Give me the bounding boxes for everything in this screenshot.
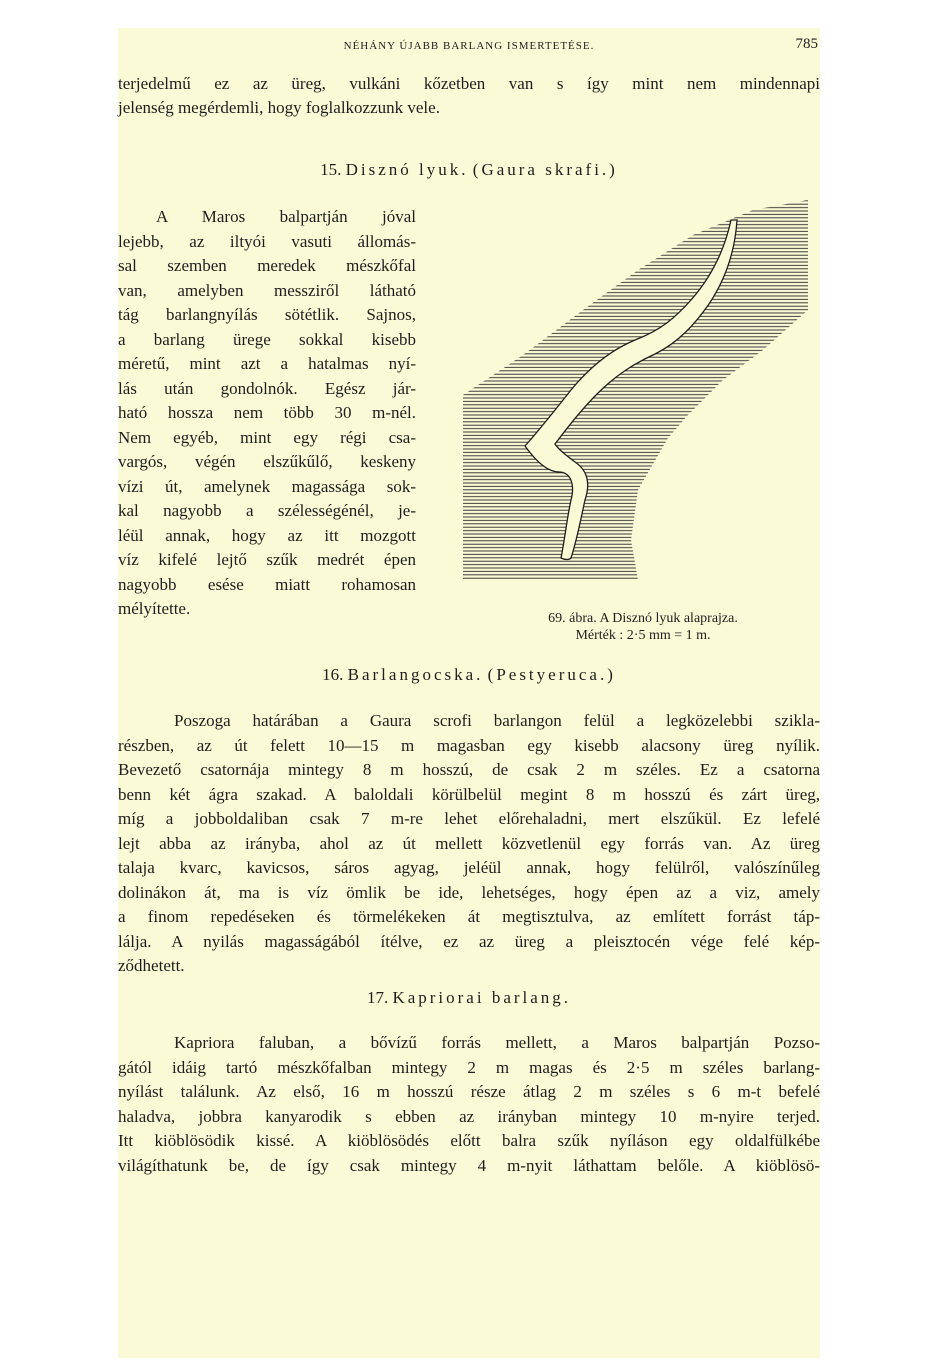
section-17-title: Kapriorai barlang. bbox=[392, 988, 572, 1007]
s15-line: méretű, mint azt a hatalmas nyí- bbox=[118, 354, 416, 373]
section-16-alt-name: (Pestyeruca.) bbox=[487, 665, 616, 684]
s15-line: vízi út, amelynek magassága sok- bbox=[118, 476, 416, 496]
section-15-alt-name: (Gaura skrafi.) bbox=[472, 160, 618, 179]
s16-line: dolinákon át, ma is víz ömlik be ide, lehetséges, hogy épen az a viz, amely bbox=[118, 882, 820, 902]
s17-line: nyílást találunk. Az első, 16 m hosszú része átlag 2 m széles s 6 m-t befelé bbox=[118, 1082, 820, 1101]
s16-line: a finom repedéseken és törmelékeken át megtisztulva, az említett forrást táp- bbox=[118, 907, 820, 926]
s15-line: lejebb, az iltyói vasuti állomás- bbox=[118, 231, 416, 251]
intro-line-1: terjedelmű ez az üreg, vulkáni kőzetben van s így mint nem mindennapi bbox=[118, 74, 820, 93]
s16-line: ződhetett. bbox=[118, 956, 185, 975]
running-title: NÉHÁNY ÚJABB BARLANG ISMERTETÉSE. bbox=[343, 40, 595, 52]
s15-line: ható hossza nem több 30 m-nél. bbox=[118, 403, 416, 422]
s15-line: nagyobb esése miatt rohamosan bbox=[118, 574, 416, 594]
s16-line: részben, az út felett 10—15 m magasban egy kisebb alacsony üreg nyílik. bbox=[118, 735, 820, 755]
figure-caption-scale: Mérték : 2·5 mm = 1 m. bbox=[575, 628, 711, 643]
book-page bbox=[118, 28, 820, 1358]
s17-line: haladva, jobbra kanyarodik s ebben az irányban mintegy 10 m-nyire terjed. bbox=[118, 1106, 820, 1126]
s15-line: léül annak, hogy az itt mozgott bbox=[118, 525, 416, 545]
page-number: 785 bbox=[795, 36, 818, 52]
s17-line: világíthatunk be, de így csak mintegy 4 m-nyit láthattam belőle. A kiöblösö- bbox=[118, 1155, 820, 1175]
s16-line: lejt abba az irányba, ahol az út mellett közvetlenül egy forrás van. Az üreg bbox=[118, 833, 820, 853]
s15-line: Nem egyéb, mint egy régi csa- bbox=[118, 427, 416, 447]
s15-line: kal nagyobb a szélességénél, je- bbox=[118, 501, 416, 520]
cave-plan-figure bbox=[463, 200, 823, 643]
section-16-heading bbox=[118, 665, 820, 685]
s15-line: tág barlangnyílás sötétlik. Sajnos, bbox=[118, 305, 416, 324]
s16-line: talaja kvarc, kavicsos, sáros agyag, jeléül annak, hogy felülről, valószínűleg bbox=[118, 858, 820, 877]
page-header bbox=[118, 36, 820, 56]
section-15-heading bbox=[118, 160, 820, 180]
section-16-number: 16. bbox=[322, 665, 344, 684]
s15-line: víz kifelé lejtő szűk medrét épen bbox=[118, 550, 416, 569]
rock-hatching bbox=[463, 200, 823, 600]
s15-line: mélyítette. bbox=[118, 599, 191, 618]
s17-line: gától idáig tartó mészkőfalban mintegy 2 m magas és 2·5 m széles barlang- bbox=[118, 1057, 820, 1077]
section-16-title: Barlangocska. bbox=[347, 665, 484, 684]
section-17-heading bbox=[118, 988, 820, 1008]
s16-line: benn két ágra szakad. A baloldali körülbelül megint 8 m hosszú és zárt üreg, bbox=[118, 784, 820, 804]
s15-line: lás után gondolnók. Egész jár- bbox=[118, 378, 416, 398]
s15-line: a barlang ürege sokkal kisebb bbox=[118, 329, 416, 349]
figure-caption-title: 69. ábra. A Disznó lyuk alaprajza. bbox=[548, 611, 738, 626]
intro-line-2: jelenség megérdemli, hogy foglalkozzunk vele. bbox=[118, 98, 440, 117]
cave-plan-drawing bbox=[463, 200, 823, 600]
s15-line: A Maros balpartján jóval bbox=[156, 207, 416, 226]
s16-line: Bevezető csatornája mintegy 8 m hosszú, de csak 2 m széles. Ez a csatorna bbox=[118, 760, 820, 779]
section-15-number: 15. bbox=[320, 160, 342, 179]
s17-line: Kapriora faluban, a bővízű forrás mellett, a Maros balpartján Pozso- bbox=[174, 1033, 820, 1052]
section-15-title: Disznó lyuk. bbox=[345, 160, 469, 179]
s15-line: van, amelyben messziről látható bbox=[118, 280, 416, 300]
s16-line: Poszoga határában a Gaura scrofi barlangon felül a legközelebbi szikla- bbox=[174, 711, 820, 730]
s15-line: sal szemben meredek mészkőfal bbox=[118, 256, 416, 275]
s15-line: vargós, végén elszűkűlő, keskeny bbox=[118, 452, 416, 471]
s16-line: lálja. A nyilás magasságából ítélve, ez az üreg a pleisztocén vége felé kép- bbox=[118, 931, 820, 951]
s16-line: míg a jobboldaliban csak 7 m-re lehet előrehaladni, mert elszűkül. Ez lefelé bbox=[118, 809, 820, 828]
s17-line: Itt kiöblösödik kissé. A kiöblösödés előtt balra szűk nyíláson egy oldalfülkébe bbox=[118, 1131, 820, 1150]
section-17-number: 17. bbox=[366, 988, 389, 1007]
